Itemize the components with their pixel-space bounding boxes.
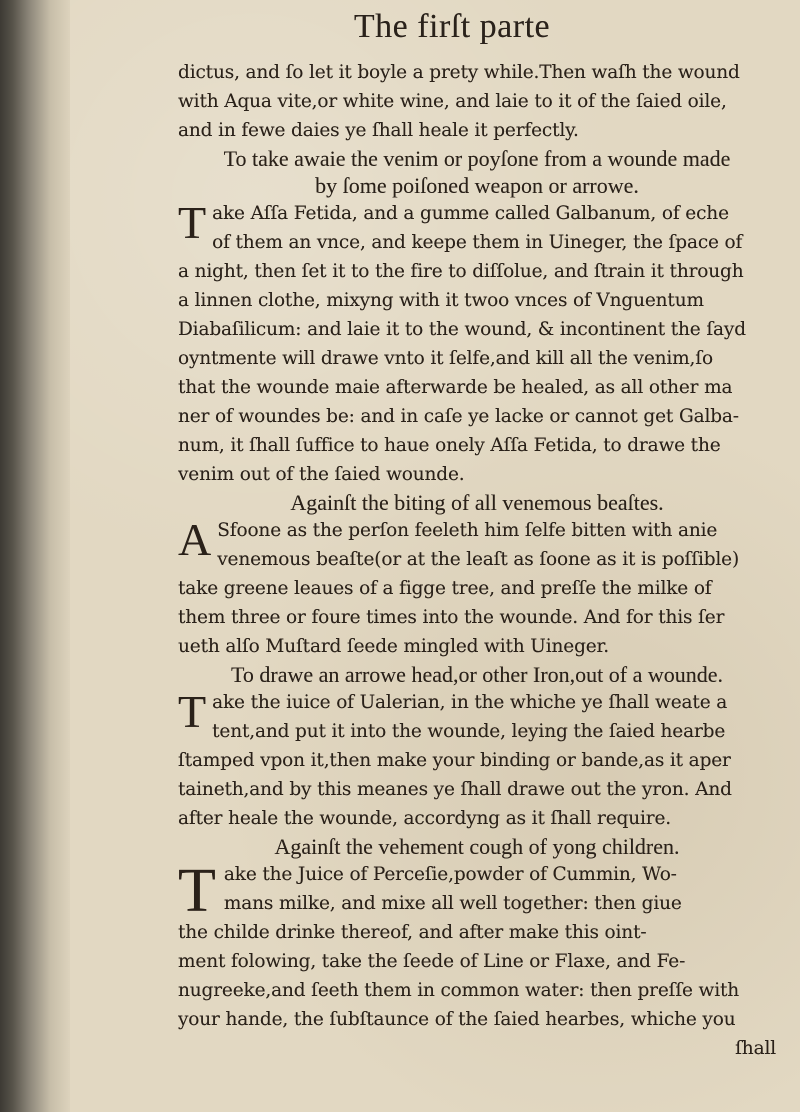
text-line: Sfoone as the perſon feeleth him ſelfe bitten with anie (217, 520, 718, 541)
text-line: tent,and put it into the wounde, leying the ſaied hearbe (212, 721, 726, 742)
text-line: after heale the wounde, accordyng as it ſhall require. (178, 808, 671, 829)
book-page (70, 0, 800, 1112)
page-title: The firſt parte (353, 8, 551, 45)
text-line: mans milke, and mixe all well together: then giue (223, 893, 682, 914)
text-line: them three or foure times into the wounde. And for this ſer (178, 607, 725, 628)
text-line: a night, then ſet it to the fire to diſſolue, and ſtrain it through (178, 261, 744, 282)
text-line: with Aqua vite,or white wine, and laie to it of the ſaied oile, (178, 91, 727, 112)
paragraph-wound-oil (178, 58, 776, 145)
text-line: venim out of the ſaied wounde. (178, 464, 465, 485)
text-line: taineth,and by this meanes ye ſhall drawe out the yron. And (178, 779, 732, 800)
book-gutter (0, 0, 70, 1112)
paragraph-childrens-cough (178, 857, 776, 1063)
text-line: that the wounde maie afterwarde be healed, as all other ma (178, 377, 733, 398)
text-line: of them an vnce, and keepe them in Uineger, the ſpace of (212, 232, 743, 253)
text-line: nugreeke,and ſeeth them in common water: then preſſe with (178, 980, 740, 1001)
section-heading: by ſome poiſoned weapon or arrowe. (315, 173, 639, 198)
drop-cap-letter: T (178, 197, 207, 248)
text-line: your hande, the ſubſtaunce of the ſaied hearbes, whiche you (178, 1009, 736, 1030)
section-heading: Againſt the biting of all venemous beaſtes. (290, 490, 664, 515)
drop-cap-letter: T (178, 857, 216, 925)
text-line: a linnen clothe, mixyng with it twoo vnces of Vnguentum (178, 290, 704, 311)
text-line: oyntmente will drawe vnto it ſelfe,and kill all the venim,ſo (178, 348, 713, 369)
text-line: ake Aſſa Fetida, and a gumme called Galbanum, of eche (212, 203, 729, 224)
text-line: the childe drinke thereof, and after make this oint- (178, 922, 647, 943)
text-line: num, it ſhall ſuffice to haue onely Aſſa Fetida, to drawe the (178, 435, 721, 456)
paragraph-venomous-bites (178, 516, 776, 661)
text-line: take greene leaues of a figge tree, and preſſe the milke of (178, 578, 712, 599)
text-line: venemous beaſte(or at the leaſt as ſoone as it is poſſible) (217, 549, 740, 570)
section-heading: To take awaie the venim or poyſone from a wounde made (223, 146, 731, 171)
page-text (178, 58, 776, 1063)
text-line: ake the iuice of Ualerian, in the whiche ye ſhall weate a (212, 692, 728, 713)
drop-cap-letter: T (178, 686, 207, 737)
text-line: ueth alſo Muſtard ſeede mingled with Uineger. (178, 636, 609, 657)
text-line: ake the Juice of Perceſie,powder of Cummin, Wo- (223, 864, 677, 885)
section-heading: Againſt the vehement cough of yong children. (274, 834, 680, 859)
text-line: ment folowing, take the ſeede of Line or Flaxe, and Fe- (178, 951, 686, 972)
paragraph-poisoned-weapon (178, 199, 776, 489)
text-line: and in fewe daies ye ſhall heale it perfectly. (178, 120, 579, 141)
text-line: ſtamped vpon it,then make your binding or bande,as it aper (178, 750, 731, 771)
text-line: dictus, and ſo let it boyle a prety while.Then waſh the wound (178, 62, 740, 83)
page-header (70, 10, 800, 44)
catchword: ſhall (735, 1038, 776, 1059)
text-line: ner of woundes be: and in caſe ye lacke or cannot get Galba- (178, 406, 739, 427)
section-heading: To drawe an arrowe head,or other Iron,out of a wounde. (230, 662, 724, 687)
text-line: Diabaſilicum: and laie it to the wound, & incontinent the ſayd (178, 319, 746, 340)
paragraph-arrow-head (178, 688, 776, 833)
drop-cap-letter: A (178, 514, 212, 565)
